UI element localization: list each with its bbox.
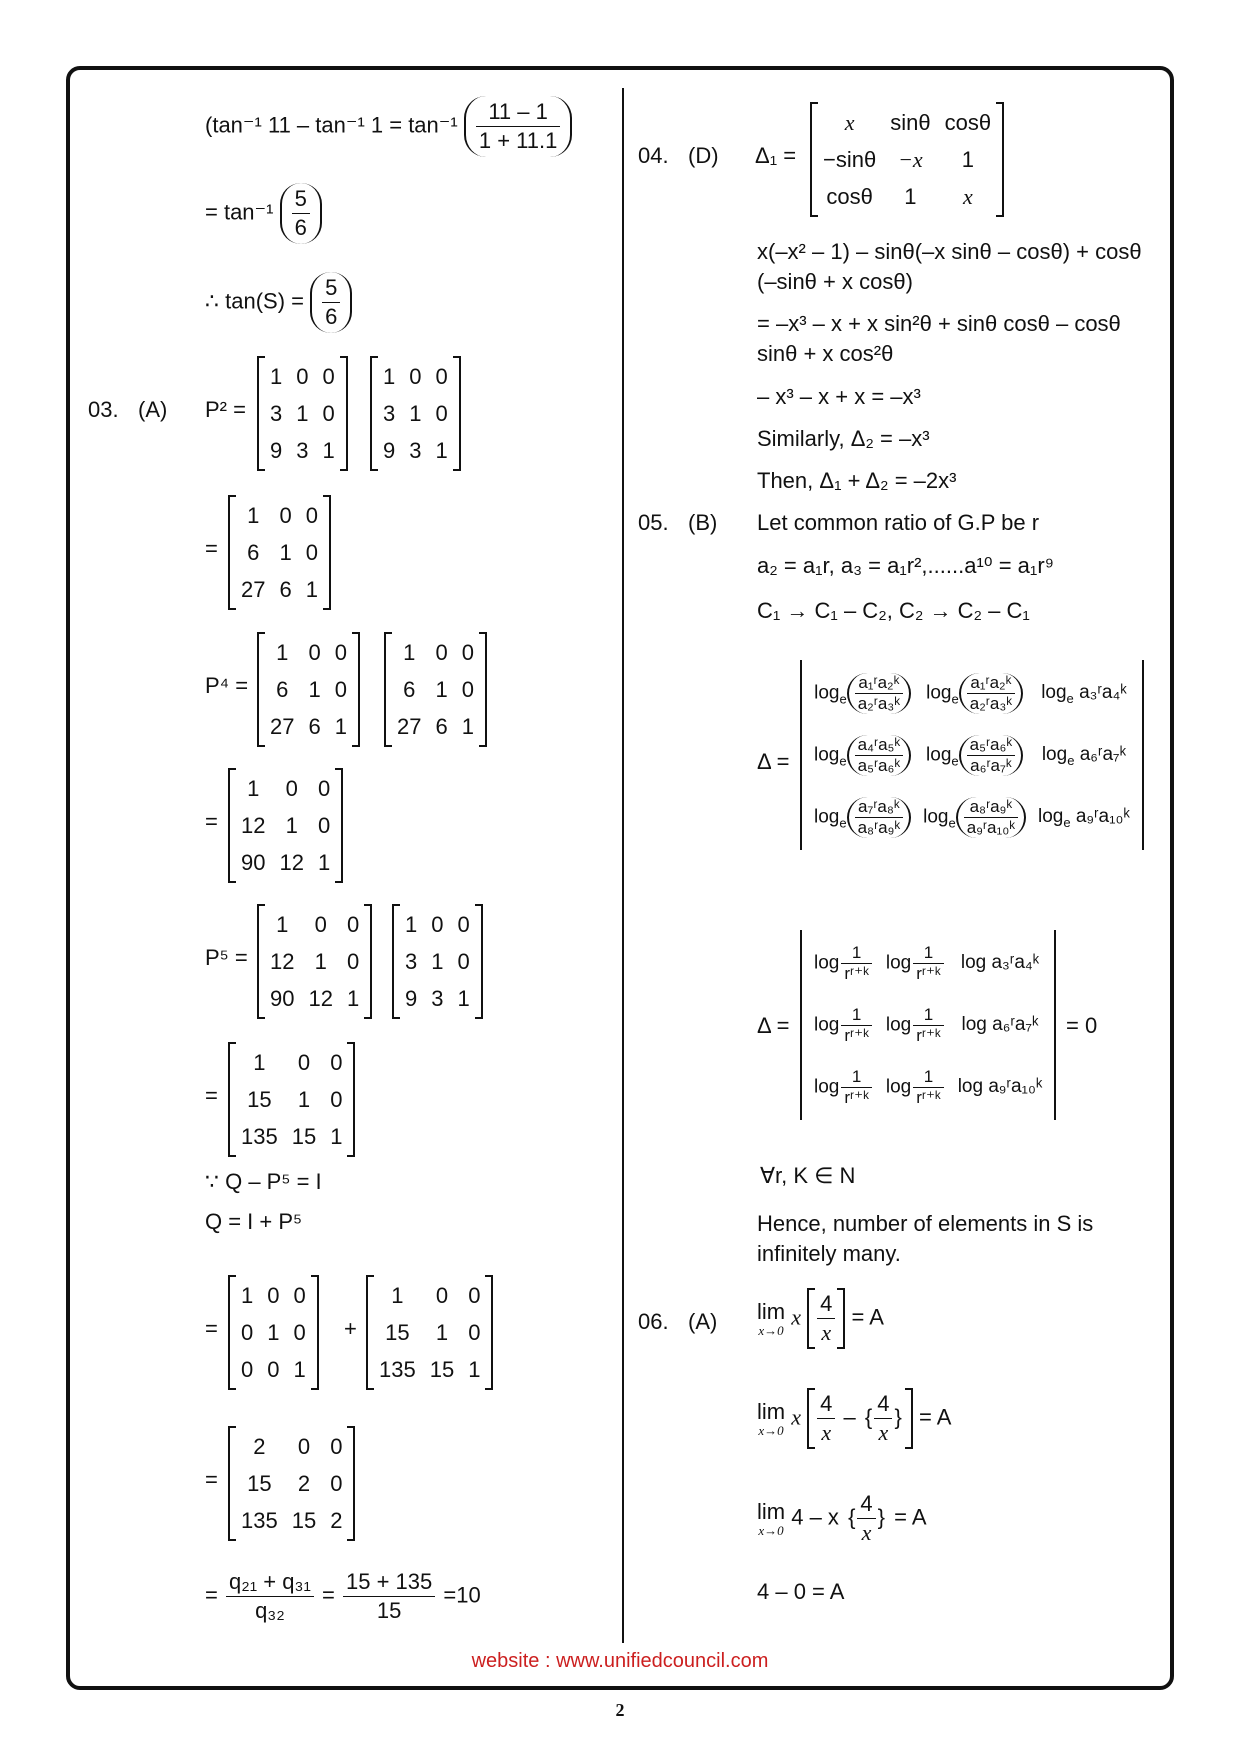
matrix-cell: 6 — [276, 676, 289, 702]
matrix-cell: 0 — [457, 948, 470, 974]
matrix-cell: 12 — [270, 948, 295, 974]
matrix-cell: 0 — [457, 911, 470, 937]
plus-sign: + — [344, 1316, 357, 1341]
matrix-cell: 1 — [285, 812, 298, 838]
determinant-cell: $\log_e$ a₉ʳa₁₀ᵏ — [1038, 806, 1130, 830]
matrix-cell: 12 — [308, 985, 333, 1011]
matrix-cell: 27 — [270, 713, 295, 739]
expansion-line-1: x(–x² – 1) – sinθ(–x sinθ – cosθ) + cosθ — [757, 239, 1142, 264]
matrix-cell: 1 — [322, 437, 335, 463]
matrix-cell: 1 — [904, 183, 917, 209]
matrix-cell: 1 — [346, 985, 360, 1011]
page-number: 2 — [615, 1700, 625, 1720]
matrix-cell: 2 — [297, 1470, 311, 1496]
determinant-cell: log $\frac{1}{\text{rʳ⁺ᵏ}}$ — [808, 932, 880, 994]
matrix-cell: 9 — [270, 437, 283, 463]
delta-label: Δ = — [757, 749, 790, 774]
determinant-cell: $\log_e$ a₃ʳa₄ᵏ — [1041, 682, 1127, 706]
matrix-cell: 15 — [247, 1086, 272, 1112]
matrix-cell: x — [844, 109, 855, 135]
matrix-cell: 1 — [405, 911, 418, 937]
matrix-cell: 1 — [435, 1319, 449, 1345]
line-because: ∵ Q – P⁵ = I — [205, 1169, 322, 1194]
matrix-cell: 0 — [308, 639, 321, 665]
determinant-cell: log a₃ʳa₄ᵏ — [960, 952, 1040, 973]
matrix-cell: 0 — [305, 539, 318, 565]
matrix-cell: 135 — [241, 1123, 278, 1149]
eq-sign: = — [205, 1316, 218, 1341]
matrix-cell: −sinθ — [823, 146, 877, 172]
matrix-cell: 0 — [296, 363, 309, 389]
matrix-cell: 90 — [241, 849, 266, 875]
matrix-cell: 9 — [405, 985, 418, 1011]
matrix-identity — [228, 1275, 319, 1395]
matrix-cell: 1 — [334, 713, 347, 739]
matrix-cell: 6 — [247, 539, 260, 565]
matrix-cell: 6 — [308, 713, 321, 739]
matrix-cell: 0 — [314, 911, 327, 937]
answer-05: (B) — [688, 510, 718, 535]
matrix-cell: 1 — [409, 400, 422, 426]
determinant-cell: $\log_e$ $\frac{\text{a₅ʳa₆ᵏ}}{\text{a₆ʳa₇ᵏ}}$ — [917, 724, 1032, 786]
matrix-cell: 15 — [429, 1356, 455, 1382]
matrix-cell: 3 — [405, 948, 418, 974]
final-limit-line: 4 – 0 = A — [757, 1579, 845, 1604]
matrix-cell: 0 — [435, 363, 448, 389]
matrix-cell: 0 — [330, 1433, 343, 1459]
p5-label: P⁵ = — [205, 945, 248, 970]
matrix-cell: 0 — [461, 676, 474, 702]
question-number-04: 04. — [638, 143, 669, 168]
matrix-cell: x — [962, 183, 973, 209]
matrix-cell: 0 — [279, 502, 292, 528]
line-tan-s: ∴ tan(S) = $\frac{5}{6}$ — [205, 272, 352, 333]
limit-line-1: lim x→0 x $\frac{4}{x}$ = A — [757, 1288, 884, 1349]
matrix-cell: 0 — [431, 911, 444, 937]
matrix-cell: 0 — [334, 639, 347, 665]
then-line: Then, Δ₁ + Δ₂ = –2x³ — [757, 468, 957, 493]
matrix-cell: 1 — [435, 676, 448, 702]
matrix-delta1 — [810, 102, 1004, 222]
matrix-cell: 0 — [330, 1049, 343, 1075]
matrix-cell: 1 — [403, 639, 416, 665]
matrix-cell: 0 — [241, 1319, 254, 1345]
matrix-cell: 1 — [276, 911, 289, 937]
p4-label: P⁴ = — [205, 673, 249, 698]
matrix-p-a — [257, 356, 348, 476]
matrix-cell: 3 — [431, 985, 444, 1011]
answer-04: (D) — [688, 143, 719, 168]
eq-sign: = — [205, 536, 218, 561]
eq-sign: = — [205, 1467, 218, 1492]
line-tan-difference: (tan⁻¹ 11 – tan⁻¹ 1 = tan⁻¹ $\frac{11 - 1}{1 + 11.1}$ — [205, 96, 572, 157]
conclusion-line-2: infinitely many. — [757, 1241, 901, 1266]
conclusion-line-1: Hence, number of elements in S is — [757, 1211, 1094, 1236]
eq-sign: = — [205, 1083, 218, 1108]
matrix-cell: 0 — [241, 1356, 254, 1382]
matrix-p5-result — [228, 1042, 355, 1162]
matrix-cell: 0 — [305, 502, 318, 528]
matrix-cell: 1 — [276, 639, 289, 665]
matrix-cell: 12 — [279, 849, 304, 875]
matrix-cell: 27 — [241, 576, 266, 602]
answer-03: (A) — [138, 397, 168, 422]
matrix-cell: 1 — [247, 502, 260, 528]
matrix-cell: 0 — [267, 1356, 280, 1382]
matrix-cell: 0 — [330, 1086, 343, 1112]
matrix-p2-b — [384, 632, 487, 752]
delta1-label: Δ₁ = — [755, 143, 797, 168]
matrix-cell: 0 — [435, 639, 448, 665]
matrix-cell: 1 — [435, 437, 448, 463]
matrix-cell: 3 — [383, 400, 396, 426]
matrix-p2-result — [228, 495, 331, 615]
matrix-cell: 1 — [247, 775, 260, 801]
determinant-cell: log a₆ʳa₇ᵏ — [961, 1014, 1039, 1035]
matrix-cell: −x — [898, 146, 923, 172]
expansion-line-3: = –x³ – x + x sin²θ + sinθ cosθ – cosθ — [757, 311, 1121, 336]
determinant-cell: log $\frac{1}{\text{rʳ⁺ᵏ}}$ — [880, 1056, 952, 1118]
matrix-cell: 9 — [383, 437, 396, 463]
matrix-cell: 0 — [346, 911, 360, 937]
matrix-cell: 1 — [317, 849, 331, 875]
determinant-simplified — [800, 930, 1056, 1125]
eq-sign: = — [205, 809, 218, 834]
matrix-cell: 0 — [334, 676, 347, 702]
matrix-cell: 0 — [285, 775, 298, 801]
determinant-cell: $\log_e$ $\frac{\text{a₇ʳa₈ᵏ}}{\text{a₈ʳa₉ᵏ}}$ — [808, 786, 917, 848]
matrix-cell: cosθ — [944, 109, 992, 135]
matrix-cell: 1 — [308, 676, 321, 702]
determinant-cell: log $\frac{1}{\text{rʳ⁺ᵏ}}$ — [808, 1056, 880, 1118]
matrix-cell: 6 — [435, 713, 448, 739]
determinant-cell: log $\frac{1}{\text{rʳ⁺ᵏ}}$ — [880, 994, 952, 1056]
final-ratio: = $\frac{\text{q₂₁ + q₃₁}}{\text{q₃₂}}$ = $\frac{15 + 135}{15}$ =10 — [205, 1569, 481, 1623]
matrix-cell: 6 — [279, 576, 292, 602]
matrix-cell: 0 — [409, 363, 422, 389]
matrix-cell: 0 — [297, 1049, 311, 1075]
matrix-cell: 0 — [267, 1282, 280, 1308]
determinant-cell: $\log_e$ $\frac{\text{a₁ʳa₂ᵏ}}{\text{a₂ʳa₃ᵏ}}$ — [808, 662, 917, 724]
determinant-zero: = 0 — [1066, 1013, 1098, 1038]
matrix-cell: 27 — [397, 713, 422, 739]
matrix-cell: 0 — [322, 363, 335, 389]
matrix-cell: 1 — [241, 1282, 254, 1308]
matrix-cell: 0 — [330, 1470, 343, 1496]
expansion-line-5: – x³ – x + x = –x³ — [757, 384, 921, 409]
matrix-p4-factor — [257, 904, 372, 1024]
matrix-cell: sinθ — [890, 109, 931, 135]
answer-06: (A) — [688, 1309, 718, 1334]
matrix-cell: 0 — [346, 948, 360, 974]
column-ops-line: C₁ → C₁ – C₂, C₂ → C₂ – C₁ — [757, 598, 1030, 623]
matrix-p2-a — [257, 632, 360, 752]
matrix-q — [228, 1426, 355, 1546]
determinant-cell: $\log_e$ $\frac{\text{a₈ʳa₉ᵏ}}{\text{a₉ʳa₁₀ᵏ}}$ — [917, 786, 1032, 848]
matrix-cell: 0 — [468, 1319, 481, 1345]
matrix-cell: 1 — [391, 1282, 404, 1308]
p2-label: P² = — [205, 397, 246, 422]
matrix-cell: 0 — [293, 1282, 306, 1308]
matrix-p5-add — [366, 1275, 493, 1395]
line-tan-result: = tan⁻¹ $\frac{5}{6}$ — [205, 183, 322, 244]
column-divider — [622, 88, 624, 1643]
expansion-line-4: sinθ + x cos²θ — [757, 341, 894, 366]
determinant-cell: $\log_e$ a₆ʳa₇ᵏ — [1041, 744, 1127, 768]
matrix-cell: 1 — [330, 1123, 343, 1149]
matrix-cell: 1 — [961, 146, 974, 172]
matrix-cell: 15 — [247, 1470, 272, 1496]
matrix-p-factor — [392, 904, 483, 1024]
matrix-cell: 0 — [322, 400, 335, 426]
matrix-p-b — [370, 356, 461, 476]
matrix-cell: 0 — [317, 812, 331, 838]
gp-terms-line: a₂ = a₁r, a₃ = a₁r²,......a¹⁰ = a₁r⁹ — [757, 553, 1055, 578]
matrix-cell: 1 — [468, 1356, 481, 1382]
matrix-cell: 90 — [270, 985, 295, 1011]
matrix-cell: 1 — [461, 713, 474, 739]
matrix-cell: 3 — [409, 437, 422, 463]
determinant-logs — [800, 660, 1144, 855]
matrix-cell: 2 — [253, 1433, 266, 1459]
matrix-cell: 1 — [296, 400, 309, 426]
determinant-cell: log $\frac{1}{\text{rʳ⁺ᵏ}}$ — [880, 932, 952, 994]
matrix-cell: 12 — [241, 812, 266, 838]
matrix-cell: 2 — [330, 1507, 343, 1533]
question-number-03: 03. — [88, 397, 119, 422]
matrix-cell: 1 — [253, 1049, 266, 1075]
line-q-equals: Q = I + P⁵ — [205, 1209, 303, 1234]
determinant-cell: $\log_e$ $\frac{\text{a₄ʳa₅ᵏ}}{\text{a₅ʳa₆ᵏ}}$ — [808, 724, 917, 786]
matrix-cell: 1 — [305, 576, 318, 602]
footer-website[interactable]: website : www.unifiedcouncil.com — [471, 1650, 769, 1672]
matrix-cell: 1 — [314, 948, 327, 974]
matrix-cell: 1 — [267, 1319, 280, 1345]
determinant-cell: $\log_e$ $\frac{\text{a₁ʳa₂ᵏ}}{\text{a₂ʳa₃ᵏ}}$ — [917, 662, 1032, 724]
matrix-cell: 15 — [291, 1123, 317, 1149]
matrix-cell: 1 — [431, 948, 444, 974]
limit-line-3: lim x→0 4 – x { $\frac{4}{x}$ } = A — [757, 1491, 927, 1545]
expansion-line-2: (–sinθ + x cosθ) — [757, 269, 913, 294]
matrix-cell: 0 — [297, 1433, 311, 1459]
matrix-cell: 0 — [435, 1282, 449, 1308]
delta-label-2: Δ = — [757, 1013, 790, 1038]
matrix-cell: 0 — [293, 1319, 306, 1345]
matrix-cell: 1 — [293, 1356, 306, 1382]
matrix-p4-result — [228, 768, 343, 888]
matrix-cell: 15 — [291, 1507, 317, 1533]
similarly-line: Similarly, Δ₂ = –x³ — [757, 426, 930, 451]
matrix-cell: 0 — [317, 775, 331, 801]
matrix-cell: 135 — [241, 1507, 278, 1533]
matrix-cell: 3 — [296, 437, 309, 463]
matrix-cell: cosθ — [826, 183, 873, 209]
matrix-cell: 1 — [297, 1086, 311, 1112]
matrix-cell: 1 — [279, 539, 292, 565]
determinant-cell: log a₉ʳa₁₀ᵏ — [957, 1076, 1043, 1097]
question-number-05: 05. — [638, 510, 669, 535]
matrix-cell: 135 — [379, 1356, 416, 1382]
matrix-cell: 6 — [403, 676, 416, 702]
determinant-cell: log $\frac{1}{\text{rʳ⁺ᵏ}}$ — [808, 994, 880, 1056]
matrix-cell: 1 — [383, 363, 396, 389]
limit-line-2: lim x→0 x $\frac{4}{x}$ – { $\frac{4}{x}$ } = A — [757, 1388, 951, 1449]
question-number-06: 06. — [638, 1309, 669, 1334]
matrix-cell: 15 — [385, 1319, 410, 1345]
gp-ratio-line: Let common ratio of G.P be r — [757, 510, 1040, 535]
matrix-cell: 1 — [270, 363, 283, 389]
for-all-line: ∀r, K ∈ N — [760, 1163, 856, 1188]
matrix-cell: 0 — [461, 639, 474, 665]
matrix-cell: 1 — [457, 985, 470, 1011]
matrix-cell: 0 — [435, 400, 448, 426]
matrix-cell: 3 — [270, 400, 283, 426]
matrix-cell: 0 — [468, 1282, 481, 1308]
